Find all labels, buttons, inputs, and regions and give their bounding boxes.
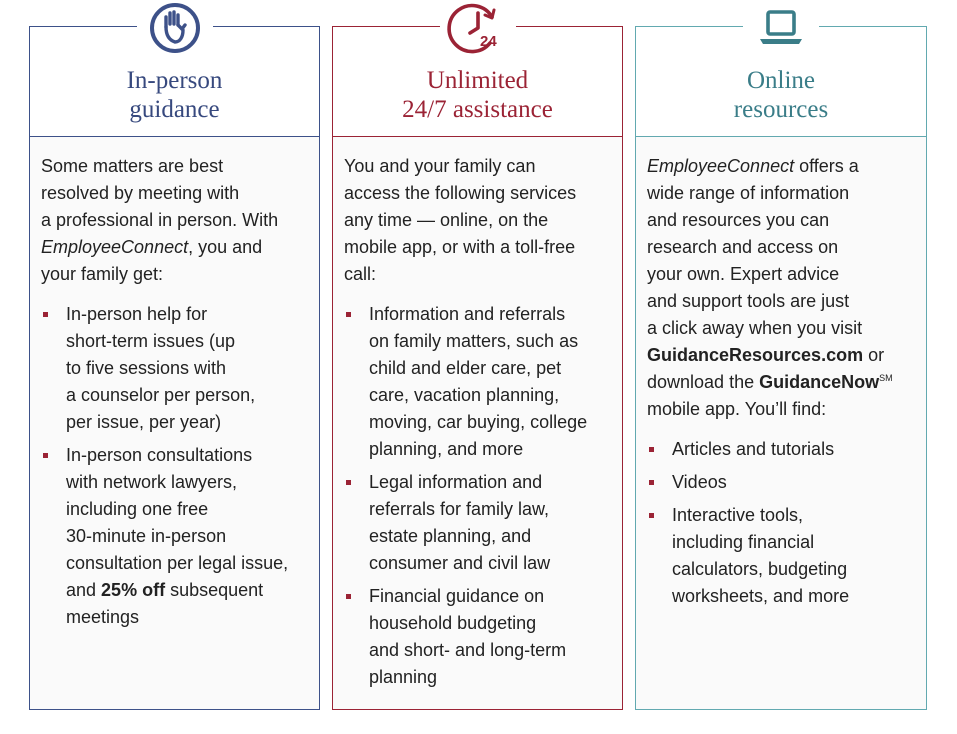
brand-name: EmployeeConnect	[41, 237, 189, 257]
list-item-text: and	[66, 580, 102, 600]
list-item-line: a counselor per person,	[66, 385, 256, 405]
intro-line: call:	[344, 264, 377, 284]
intro-line: mobile app, or with a toll-free	[344, 237, 576, 257]
list-item-line: meetings	[66, 607, 140, 627]
list-item-line: on family matters, such as	[369, 331, 579, 351]
list-item-line: estate planning, and	[369, 526, 532, 546]
list-item-text: subsequent	[165, 580, 264, 600]
app-name: GuidanceNow	[759, 372, 880, 392]
list-item	[41, 301, 309, 436]
discount-highlight: 25% off	[101, 580, 166, 600]
list-item-line: with network lawyers,	[66, 472, 238, 492]
list-item	[647, 469, 916, 496]
laptop-icon	[743, 1, 819, 55]
column-in-person-guidance	[29, 26, 320, 710]
list-item-line: to five sessions with	[66, 358, 227, 378]
list-item-line: worksheets, and more	[672, 586, 850, 606]
list-item-line: per issue, per year)	[66, 412, 222, 432]
website-link[interactable]: GuidanceResources.com	[647, 345, 864, 365]
bullet-marker	[346, 312, 351, 317]
column-unlimited-assistance	[332, 26, 623, 710]
list-item-line: calculators, budgeting	[672, 559, 848, 579]
column-online-resources	[635, 26, 927, 710]
column-title-line-1: Online	[746, 67, 816, 94]
intro-line: resolved by meeting with	[41, 183, 240, 203]
intro-line: mobile app. You’ll find:	[647, 399, 827, 419]
column-title-line-1: Unlimited	[426, 67, 529, 94]
bullet-marker	[649, 447, 654, 452]
list-item	[41, 442, 309, 631]
raised-hand-icon	[137, 1, 213, 55]
list-item-line: care, vacation planning,	[369, 385, 560, 405]
list-item-line: moving, car buying, college	[369, 412, 588, 432]
bullet-marker	[649, 513, 654, 518]
intro-line	[41, 234, 309, 261]
intro-line: research and access on	[647, 237, 839, 257]
bullet-list	[647, 436, 916, 610]
list-item-line: In-person consultations	[66, 445, 253, 465]
intro-line: a professional in person. With	[41, 210, 279, 230]
intro-paragraph	[41, 153, 309, 288]
list-item	[344, 301, 612, 463]
clock-24-label: 24	[479, 33, 497, 50]
intro-text: offers a	[794, 156, 859, 176]
list-item-line: household budgeting	[369, 613, 537, 633]
bullet-marker	[346, 594, 351, 599]
intro-line: your own. Expert advice	[647, 264, 840, 284]
intro-paragraph	[344, 153, 612, 288]
list-item-line: including one free	[66, 499, 209, 519]
intro-line	[647, 153, 916, 180]
service-mark: SM	[879, 373, 893, 383]
list-item-line: consumer and civil law	[369, 553, 551, 573]
list-item-line: 30-minute in-person	[66, 526, 227, 546]
list-item	[647, 436, 916, 463]
list-item	[344, 469, 612, 577]
intro-line: and resources you can	[647, 210, 830, 230]
bullet-marker	[43, 312, 48, 317]
intro-text: download the	[647, 372, 760, 392]
intro-line: Some matters are best	[41, 156, 224, 176]
intro-line: You and your family can	[344, 156, 536, 176]
intro-text: , you and	[188, 237, 263, 257]
column-title-line-2: resources	[733, 96, 829, 123]
intro-line: and support tools are just	[647, 291, 850, 311]
bullet-marker	[346, 480, 351, 485]
list-item-line: In-person help for	[66, 304, 208, 324]
intro-line: your family get:	[41, 264, 164, 284]
list-item-line: Legal information and	[369, 472, 543, 492]
list-item-line: consultation per legal issue,	[66, 553, 289, 573]
intro-line: access the following services	[344, 183, 577, 203]
bullet-marker	[43, 453, 48, 458]
column-title-line-1: In-person	[126, 67, 223, 94]
list-item-line: and short- and long-term	[369, 640, 567, 660]
list-item	[344, 583, 612, 691]
list-item-line: child and elder care, pet	[369, 358, 562, 378]
list-item	[647, 502, 916, 610]
list-item-line: planning	[369, 667, 438, 687]
column-title-line-2: 24/7 assistance	[402, 96, 553, 123]
bullet-list	[41, 301, 309, 631]
intro-line: any time — online, on the	[344, 210, 549, 230]
intro-line	[647, 342, 916, 369]
intro-line	[647, 369, 916, 396]
clock-24-icon	[440, 1, 516, 55]
intro-paragraph	[647, 153, 916, 423]
column-title-line-2: guidance	[129, 96, 220, 123]
list-item-line	[66, 577, 309, 604]
list-item-line: Articles and tutorials	[672, 439, 835, 459]
intro-text: or	[863, 345, 885, 365]
bullet-marker	[649, 480, 654, 485]
intro-line: a click away when you visit	[647, 318, 863, 338]
list-item-line: Videos	[672, 472, 727, 492]
list-item-line: Information and referrals	[369, 304, 566, 324]
list-item-line: planning, and more	[369, 439, 524, 459]
list-item-line: short-term issues (up	[66, 331, 236, 351]
bullet-list	[344, 301, 612, 691]
intro-line: wide range of information	[647, 183, 850, 203]
brand-name: EmployeeConnect	[647, 156, 795, 176]
list-item-line: including financial	[672, 532, 815, 552]
list-item-line: Interactive tools,	[672, 505, 804, 525]
list-item-line: Financial guidance on	[369, 586, 545, 606]
list-item-line: referrals for family law,	[369, 499, 550, 519]
